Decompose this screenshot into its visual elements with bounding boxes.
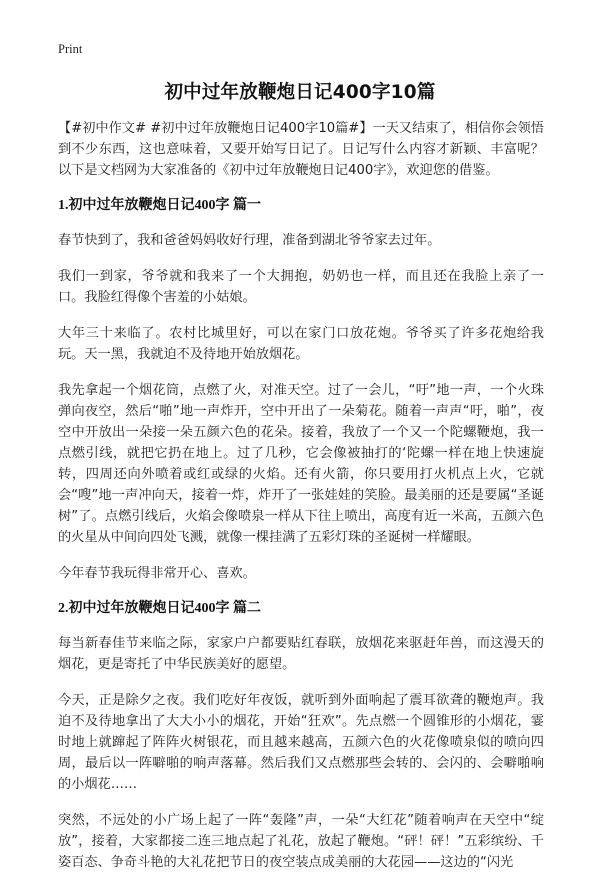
- page-title: 初中过年放鞭炮日记400字10篇: [164, 82, 436, 103]
- intro-paragraph: 【#初中作文# #初中过年放鞭炮日记400字10篇#】一天又结束了，相信你会领悟到不少东西，这也意味着，又要开始写日记了。日记写什么内容才新颖、丰富呢？以下是文档网为大家准备的《初中过年放鞭炮日记400字》，欢迎您的借鉴。: [58, 121, 544, 178]
- paragraph: 我先拿起一个烟花筒，点燃了火，对准天空。过了一会儿，“吁”地一声，一个火珠弹向夜空，然后“啪”地一声炸开，空中开出了一朵菊花。随着一声声“吁，啪”，夜空中开放出一朵接一朵五颜六色的花朵。接着，我放了一个又一个陀螺鞭炮，我一点燃引线，就把它扔在地上。过了几秒，它会像被抽打的‘陀螺一样在地上快速旋转，四周还向外喷着或红或绿的火焰。还有火箭，你只要用打火机点上火，它就会“嗖”地一声冲向天，接着一炸，炸开了一张娃娃的笑脸。最美丽的还是要属“圣诞树”了。点燃引线后，火焰会像喷泉一样从下往上喷出，高度有近一米高，五颜六色的火星从中间向四处飞溅，就像一棵挂满了五彩灯珠的圣诞树一样耀眼。: [58, 383, 544, 545]
- paragraph: 今天，正是除夕之夜。我们吃好年夜饭，就听到外面响起了震耳欲聋的鞭炮声。我迫不及待地拿出了大大小小的烟花，开始“狂欢”。先点燃一个圆锥形的小烟花，霎时地上就蹿起了阵阵火树银花，而且越来越高，五颜六色的火花像喷泉似的喷向四周，最后以一阵噼啪的响声落幕。然后我们又点燃那些会转的、会闪的、会噼啪响的小烟花……: [58, 693, 544, 792]
- section-heading-2: 2.初中过年放鞭炮日记400字 篇二: [58, 601, 261, 616]
- paragraph: 春节快到了，我和爸爸妈妈收好行理，准备到湖北爷爷家去过年。: [58, 233, 441, 248]
- paragraph: 我们一到家，爷爷就和我来了一个大拥抱，奶奶也一样，而且还在我脸上亲了一口。我脸红得像个害羞的小姑娘。: [58, 269, 544, 305]
- section-heading-1: 1.初中过年放鞭炮日记400字 篇一: [58, 198, 261, 213]
- article-body: [58, 118, 544, 888]
- paragraph: 突然，不远处的小广场上起了一阵“轰隆”声，一朵“大红花”随着响声在天空中“绽放”，接着，大家都接二连三地点起了礼花，放起了鞭炮。“砰！砰！”五彩缤纷、千姿百态、争奇斗艳的大礼花把节日的夜空装点成美丽的大花园——这边的“闪光: [58, 813, 544, 870]
- paragraph: 今年春节我玩得非常开心、喜欢。: [58, 566, 256, 581]
- print-link[interactable]: Print: [58, 42, 83, 56]
- paragraph: 每当新春佳节来临之际，家家户户都要贴红春联，放烟花来驱赶年兽，而这漫天的烟花，更是寄托了中华民族美好的愿望。: [58, 636, 544, 672]
- paragraph: 大年三十来临了。农村比城里好，可以在家门口放花炮。爷爷买了许多花炮给我玩。天一黑，我就迫不及待地开始放烟花。: [58, 326, 544, 362]
